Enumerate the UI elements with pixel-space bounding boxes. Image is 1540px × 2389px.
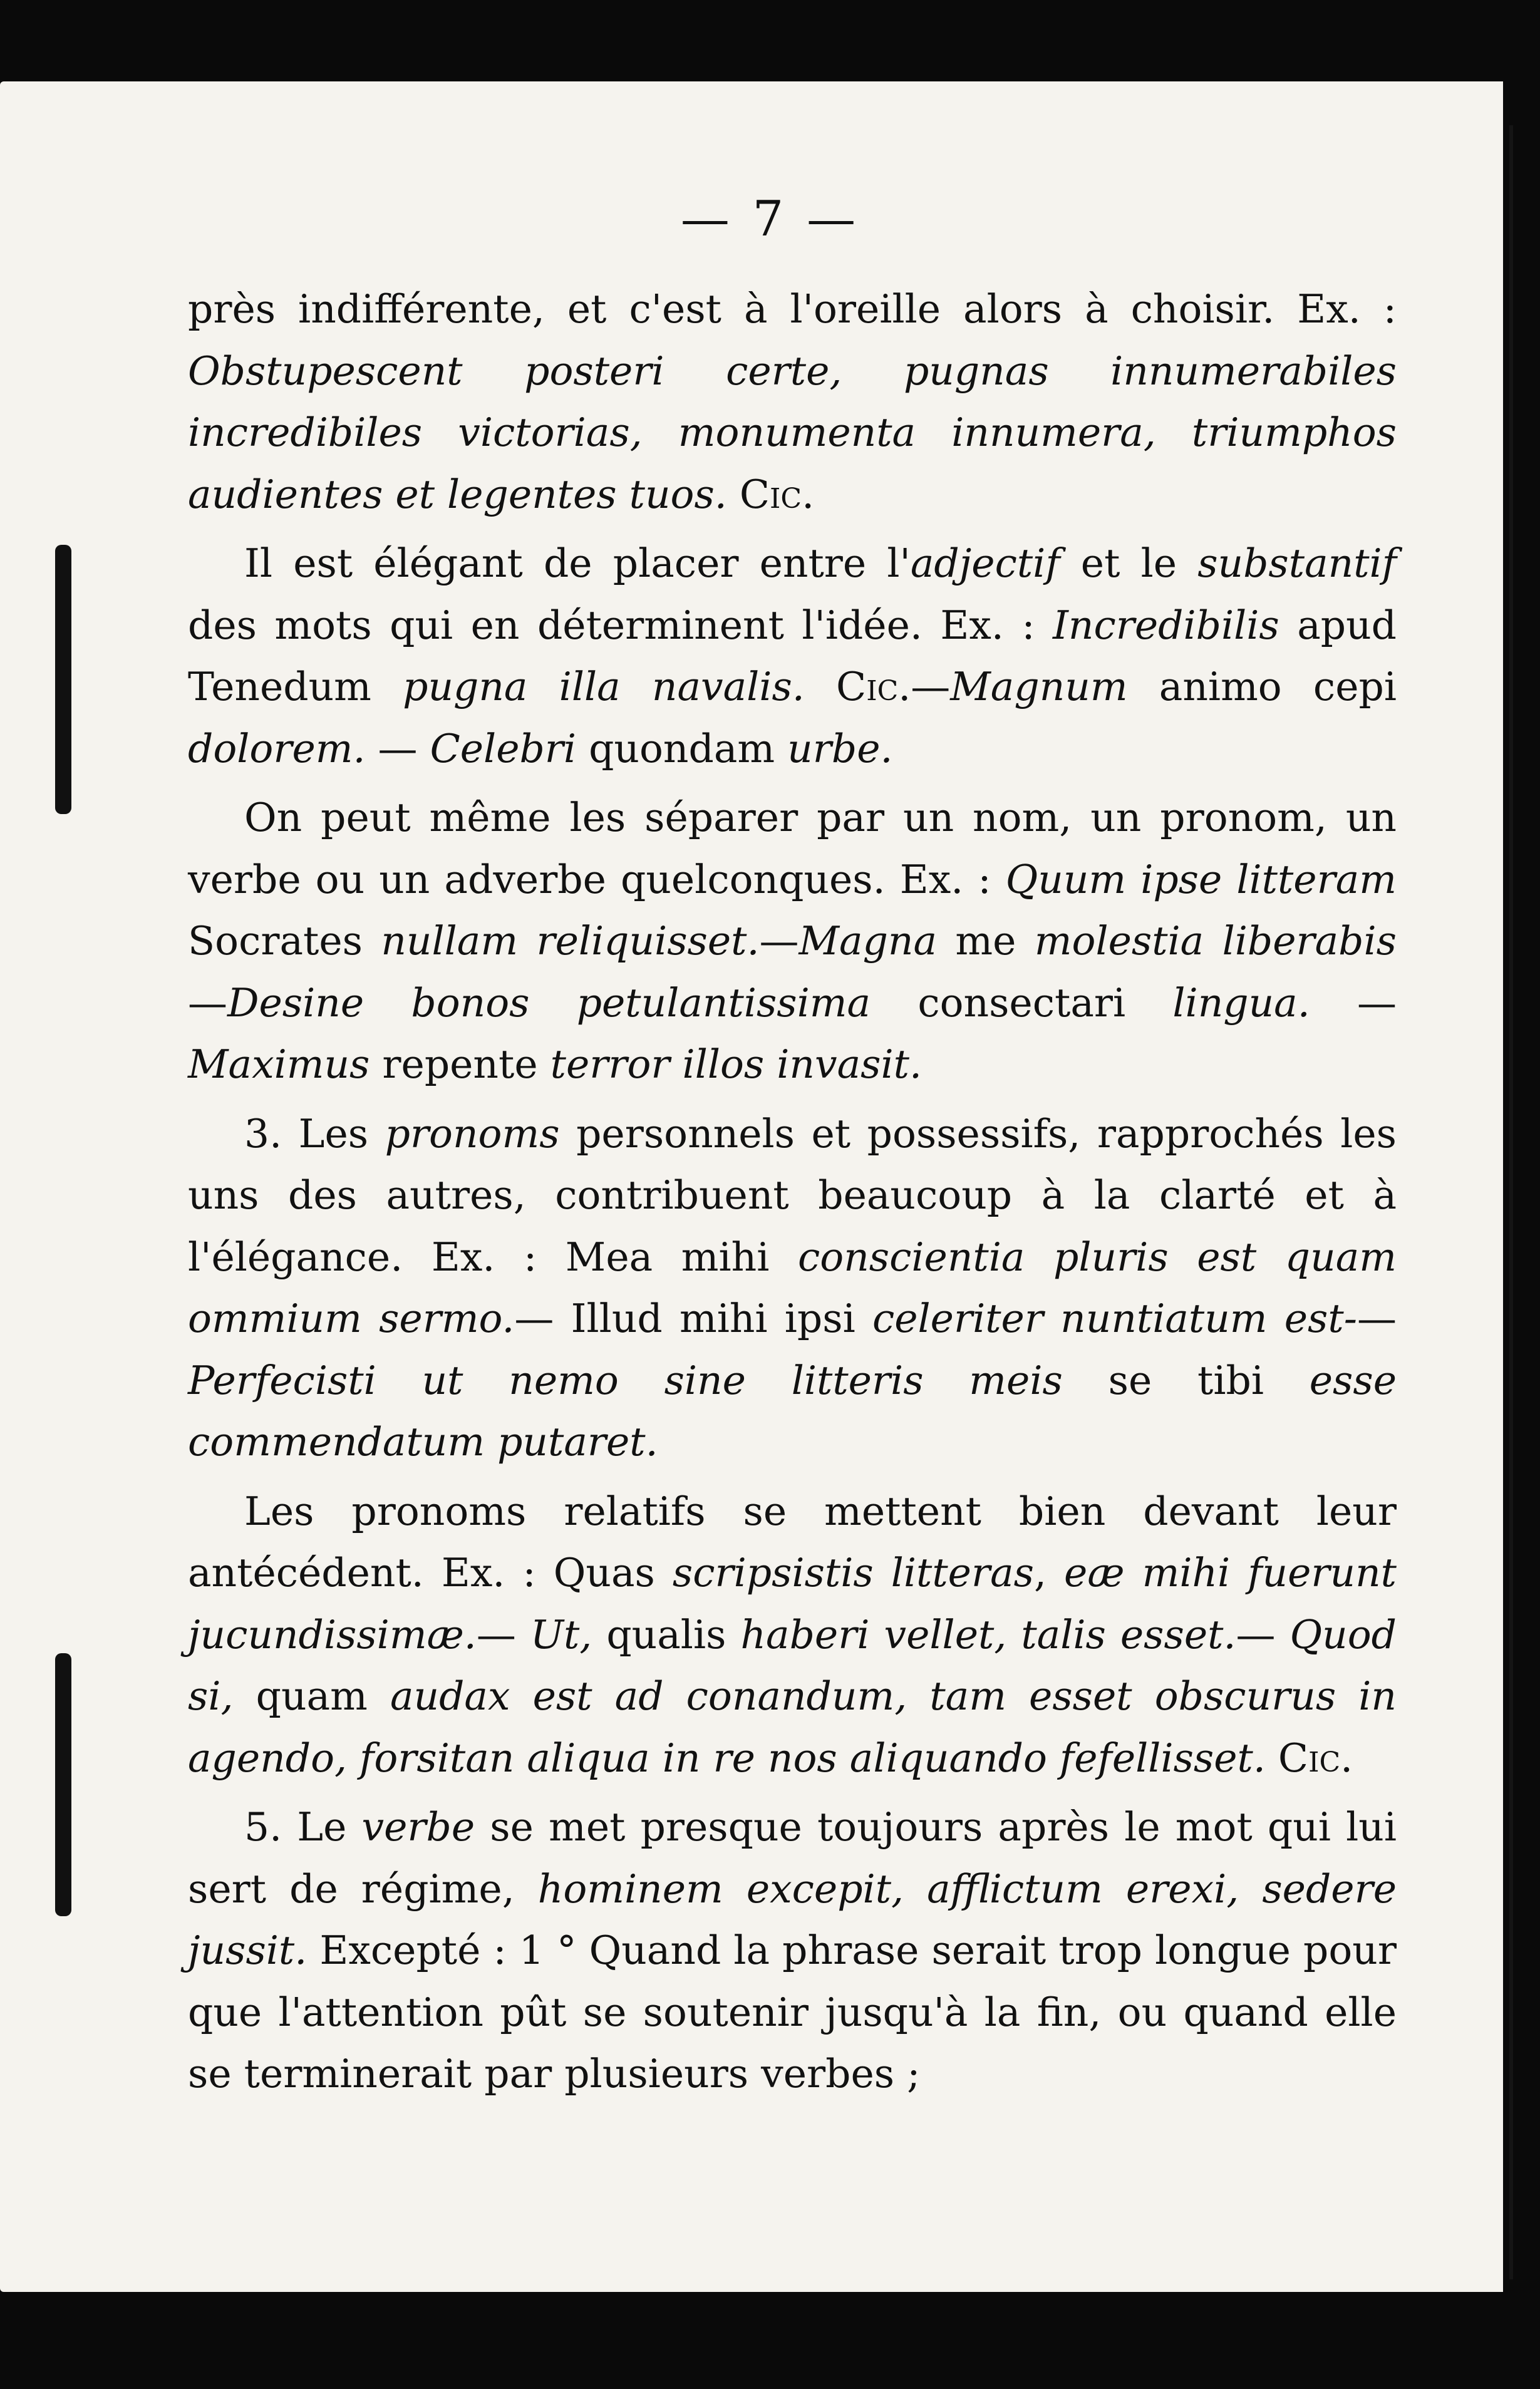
- text-run: — Illud mihi ipsi: [514, 1296, 872, 1341]
- text-run: quam: [233, 1673, 390, 1719]
- text-run: [727, 472, 740, 517]
- text-run: —: [759, 918, 799, 964]
- text-run: apud Tenedum: [188, 602, 1397, 709]
- text-run: —: [476, 1611, 530, 1658]
- text-run: quondam: [576, 725, 788, 771]
- italic-run: pronoms: [385, 1110, 560, 1157]
- text-run: —: [1236, 1611, 1290, 1658]
- body-text: [188, 279, 1397, 2105]
- text-run: —: [365, 725, 430, 771]
- text-run: Excepté : 1 ° Quand la phrase serait trop longue pour que l'attention pût se soutenir jusqu'à la fin, ou quand elle se terminerait par plusieurs verbes ;: [188, 1927, 1397, 2097]
- italic-run: Obstupescent posteri certe, pugnas innumerabiles incredibiles victorias, monumenta innumera, triumphos audientes et legentes tuos.: [188, 348, 1397, 517]
- italic-run: pugna illa navalis.: [403, 664, 805, 709]
- italic-run: substantif: [1197, 540, 1397, 586]
- italic-run: verbe: [361, 1804, 475, 1850]
- italic-run: Maximus: [188, 1041, 370, 1087]
- text-run: [1266, 1735, 1278, 1781]
- paragraph: [188, 787, 1397, 1096]
- italic-run: urbe.: [787, 725, 893, 771]
- text-run: et le: [1060, 540, 1198, 586]
- page-edge-shadow: [1459, 125, 1513, 2279]
- text-run: On peut même les séparer par un nom, un pronom, un verbe ou un adverbe quelconques. Ex. :: [188, 795, 1397, 902]
- smallcaps-run: Cic.: [739, 471, 815, 517]
- italic-run: Quum ipse litteram: [1005, 856, 1397, 902]
- binding-mark-upper: [55, 545, 71, 814]
- smallcaps-run: Cic.: [836, 664, 911, 709]
- text-run: consectari: [871, 979, 1173, 1026]
- text-run: [805, 664, 836, 709]
- italic-run: dolorem.: [188, 725, 366, 771]
- smallcaps-run: Cic.: [1278, 1735, 1353, 1781]
- paragraph: [188, 1481, 1397, 1790]
- text-run: ,: [1033, 1550, 1065, 1596]
- italic-run: Magnum: [950, 664, 1128, 709]
- binding-mark-lower: [55, 1653, 71, 1916]
- italic-run: Perfecisti ut nemo sine litteris meis: [188, 1357, 1063, 1403]
- paragraph: [188, 1797, 1397, 2105]
- text-run: repente: [369, 1041, 550, 1087]
- text-run: 5. Le: [244, 1804, 362, 1850]
- page-number: — 7 —: [680, 191, 860, 247]
- text-run: 3. Les: [244, 1110, 385, 1157]
- italic-run: Desine bonos petulantissima: [227, 979, 871, 1026]
- text-run: Les pronoms relatifs se mettent bien devant leur antécédent. Ex. : Quas: [188, 1488, 1397, 1596]
- italic-run: molestia liberabis: [1034, 918, 1397, 964]
- italic-run: Incredibilis: [1053, 602, 1279, 648]
- text-run: me: [937, 918, 1035, 964]
- text-run: Socrates: [188, 918, 381, 964]
- italic-run: nullam reliquisset.: [381, 918, 760, 964]
- italic-run: Ut,: [530, 1611, 592, 1658]
- italic-run: terror illos invasit.: [550, 1041, 922, 1087]
- text-run: des mots qui en déterminent l'idée. Ex. :: [188, 602, 1053, 648]
- italic-run: Celebri: [430, 725, 577, 771]
- text-run: —: [911, 664, 951, 709]
- italic-run: Magna: [798, 918, 938, 964]
- paragraph: [188, 533, 1397, 780]
- text-run: animo cepi: [1127, 664, 1397, 709]
- italic-run: celeriter nuntiatum est-: [872, 1296, 1357, 1341]
- italic-run: audax est ad conandum, tam esset obscurus in agendo, forsitan aliqua in re nos aliquando fefellisset.: [188, 1673, 1397, 1781]
- italic-run: lingua.: [1172, 979, 1310, 1026]
- text-run: se met presque toujours après le mot qui lui sert de régime,: [188, 1804, 1397, 1912]
- italic-run: hominem excepit, afflictum erexi, sedere jussit.: [188, 1865, 1397, 1973]
- text-run: se tibi: [1062, 1357, 1310, 1403]
- text-run: —: [188, 979, 227, 1026]
- italic-run: scripsistis litteras: [672, 1550, 1034, 1596]
- italic-run: haberi vellet, talis esset.: [740, 1611, 1236, 1658]
- italic-run: Quod si,: [188, 1611, 1397, 1719]
- italic-run: adjectif: [910, 540, 1060, 586]
- text-run: —: [1310, 979, 1397, 1026]
- text-run: qualis: [592, 1611, 741, 1658]
- italic-run: esse commendatum putaret.: [188, 1357, 1397, 1465]
- text-run: personnels et possessifs, rapprochés les uns des autres, contribuent beaucoup à la clarté et à l'élégance. Ex. : Mea mihi: [188, 1110, 1397, 1280]
- text-run: près indifférente, et c'est à l'oreille alors à choisir. Ex. :: [188, 286, 1397, 332]
- paragraph: [188, 1103, 1397, 1473]
- italic-run: eæ mihi fuerunt jucundissimæ.: [188, 1550, 1397, 1658]
- text-run: —: [1357, 1296, 1397, 1341]
- paragraph: [188, 279, 1397, 525]
- text-run: Il est élégant de placer entre l': [244, 540, 911, 586]
- italic-run: conscientia pluris est quam ommium sermo.: [188, 1234, 1397, 1341]
